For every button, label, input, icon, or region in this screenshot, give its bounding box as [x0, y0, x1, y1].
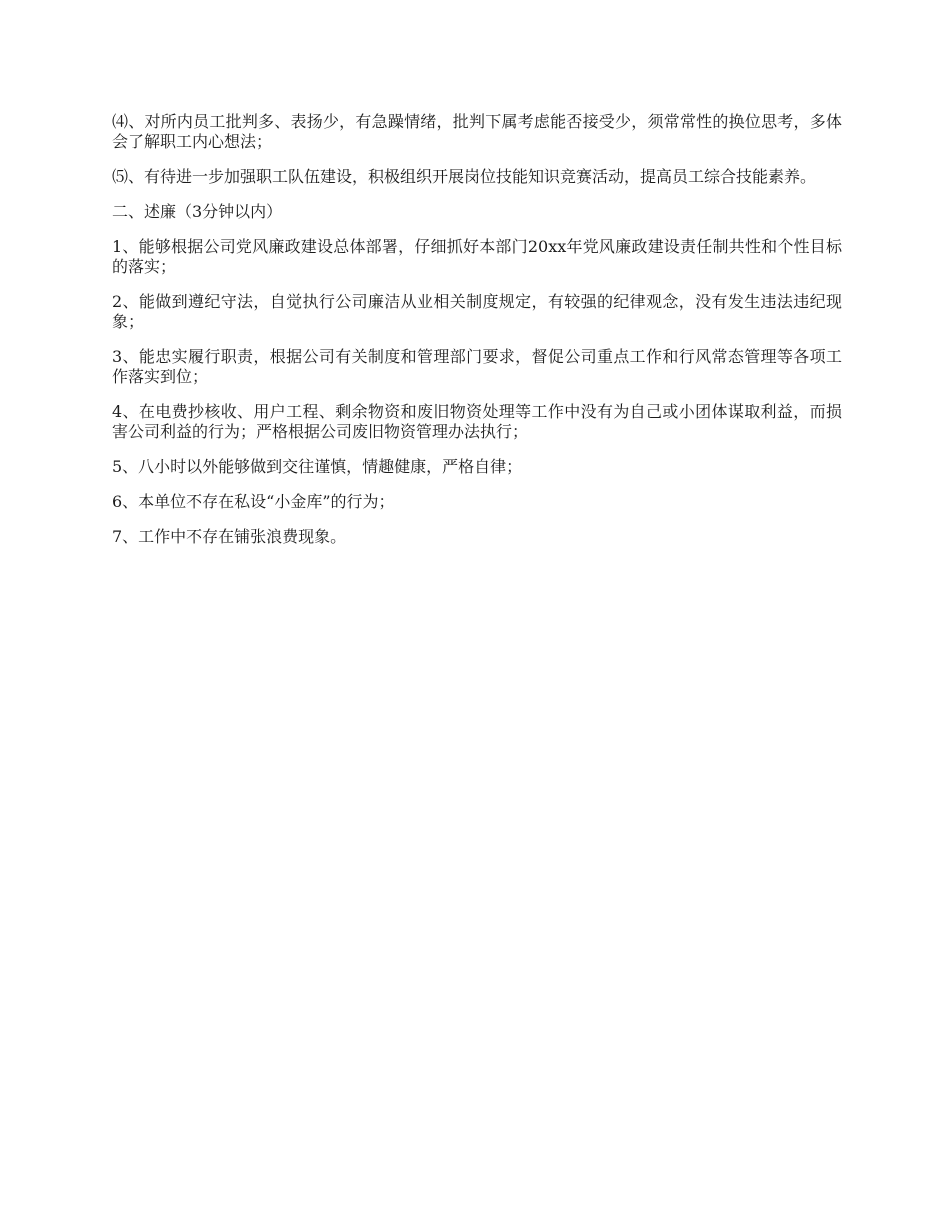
paragraph-item-4: ⑷、对所内员工批判多、表扬少，有急躁情绪，批判下属考虑能否接受少，须常常性的换位思考，多体会了解职工内心想法； — [112, 112, 842, 151]
list-item-1: 1、能够根据公司党风廉政建设总体部署，仔细抓好本部门20xx年党风廉政建设责任制共性和个性目标的落实； — [112, 237, 842, 276]
section-heading-shulian: 二、述廉（3分钟以内） — [112, 202, 283, 221]
list-item-3: 3、能忠实履行职责，根据公司有关制度和管理部门要求，督促公司重点工作和行风常态管理等各项工作落实到位； — [112, 347, 842, 386]
list-item-6: 6、本单位不存在私设“小金库”的行为； — [112, 492, 395, 511]
document-page — [112, 112, 842, 562]
list-item-5: 5、八小时以外能够做到交往谨慎，情趣健康，严格自律； — [112, 457, 523, 476]
list-item-2: 2、能做到遵纪守法，自觉执行公司廉洁从业相关制度规定，有较强的纪律观念，没有发生违法违纪现象； — [112, 292, 842, 331]
list-item-7: 7、工作中不存在铺张浪费现象。 — [112, 527, 347, 546]
list-item-4: 4、在电费抄核收、用户工程、剩余物资和废旧物资处理等工作中没有为自己或小团体谋取利益，而损害公司利益的行为；严格根据公司废旧物资管理办法执行； — [112, 402, 842, 441]
paragraph-item-5: ⑸、有待进一步加强职工队伍建设，积极组织开展岗位技能知识竞赛活动，提高员工综合技能素养。 — [112, 167, 817, 186]
